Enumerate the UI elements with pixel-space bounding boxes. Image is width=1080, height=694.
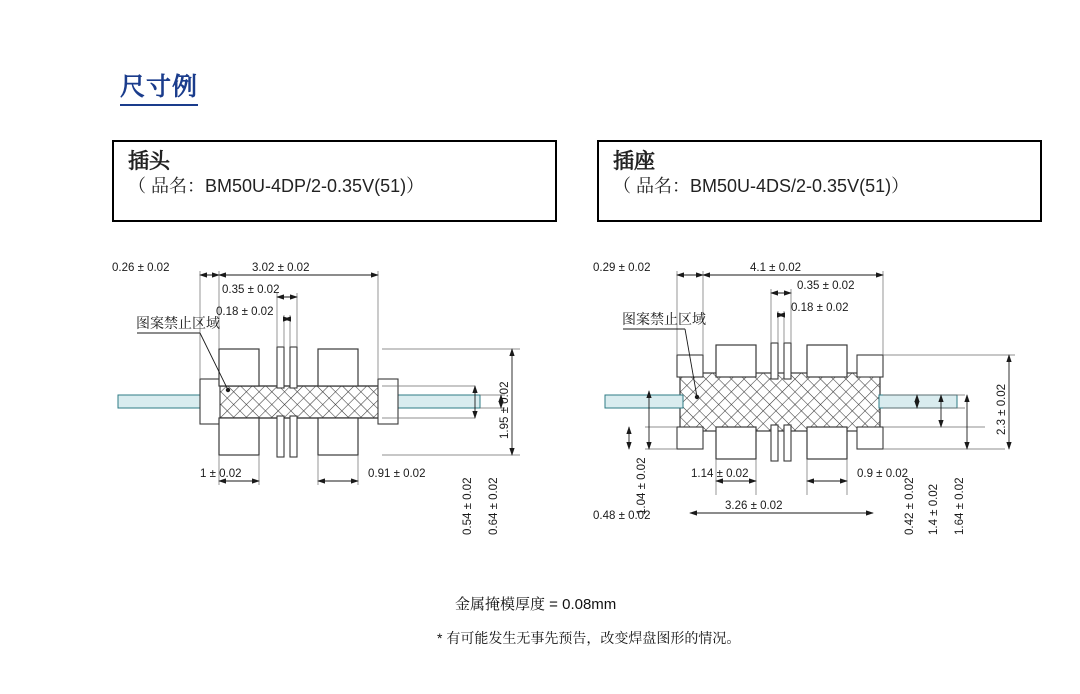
receptacle-dim-1-04-label: 1.04 ± 0.02 [636,457,648,515]
receptacle-dim-left-vert-inner [636,391,649,515]
receptacle-dim-0-29-label: 0.29 ± 0.02 [593,262,651,274]
plug-dim-0-91-label: 0.91 ± 0.02 [368,468,426,480]
plug-dim-0-64-label: 0.64 ± 0.02 [488,477,500,535]
note-mask-thickness: 金属掩模厚度 = 0.08mm [455,596,617,613]
plug-title: 插头 [128,150,170,173]
plug-part-label: （ 品名：BM50U-4DP/2-0.35V(51)） [128,176,425,197]
receptacle-dim-3-26-label: 3.26 ± 0.02 [725,500,783,512]
receptacle-keepout-area [680,373,880,431]
receptacle-title: 插座 [613,150,655,173]
receptacle-dim-4-1-label: 4.1 ± 0.02 [750,262,802,274]
receptacle-dim-1-14-label: 1.14 ± 0.02 [691,468,749,480]
plug-footprint-drawing [100,245,560,555]
plug-dim-0-35-label: 0.35 ± 0.02 [222,284,280,296]
receptacle-callout-label: 图案禁止区域 [622,311,706,327]
plug-dim-3-02-label: 3.02 ± 0.02 [252,262,310,274]
receptacle-part-label: （ 品名：BM50U-4DS/2-0.35V(51)） [613,176,910,197]
receptacle-dim-bottom-overall [690,500,873,513]
plug-dim-1-95-label: 1.95 ± 0.02 [499,381,511,439]
plug-pads-top [219,347,358,388]
receptacle-dim-0-42-label: 0.42 ± 0.02 [904,477,916,535]
receptacle-dim-right-height [996,355,1009,449]
plug-dim-left-pad-width [112,262,219,275]
receptacle-dim-0-18-label: 0.18 ± 0.02 [791,302,849,314]
plug-dim-0-54-label: 0.54 ± 0.02 [462,477,474,535]
receptacle-dim-right-vert-c [954,395,967,535]
receptacle-dim-1-64-label: 1.64 ± 0.02 [954,477,966,535]
receptacle-dim-0-48-label: 0.48 ± 0.02 [593,510,651,522]
plug-dim-overall-width [219,262,378,275]
receptacle-dim-1-4-label: 1.4 ± 0.02 [928,483,940,535]
plug-dim-0-18-label: 0.18 ± 0.02 [216,306,274,318]
receptacle-dim-bottom-mid-left [691,468,756,481]
receptacle-dim-pad-pitch [771,280,854,293]
plug-dim-bottom-left [200,468,259,481]
plug-dim-0-26-label: 0.26 ± 0.02 [112,262,170,274]
page-title: 尺寸例 [120,74,198,106]
plug-header-box [112,140,557,222]
note-disclaimer: * 有可能发生无事先预告，改变焊盘图形的情况。 [437,630,741,646]
plug-dim-pad-pitch [222,284,297,297]
receptacle-header-box [597,140,1042,222]
plug-dim-1-label: 1 ± 0.02 [200,468,242,480]
receptacle-dim-overall-width [703,262,883,275]
receptacle-footprint-drawing [585,245,1055,555]
receptacle-dim-right-vert-a [904,395,917,535]
plug-dim-bottom-right [318,468,425,481]
plug-dim-pad-gap [216,306,290,319]
plug-callout-label: 图案禁止区域 [136,315,220,331]
receptacle-dim-bottom-mid-right [807,468,908,481]
receptacle-dim-left-pad-width [593,262,703,275]
receptacle-dim-right-vert-b [928,395,941,535]
receptacle-dim-pad-gap [778,302,848,315]
receptacle-dim-0-9-label: 0.9 ± 0.02 [857,468,909,480]
receptacle-dim-2-3-label: 2.3 ± 0.02 [996,383,1008,435]
receptacle-dim-0-35-label: 0.35 ± 0.02 [797,280,855,292]
plug-keepout-area [216,386,382,418]
plug-pads-bottom [219,416,358,457]
